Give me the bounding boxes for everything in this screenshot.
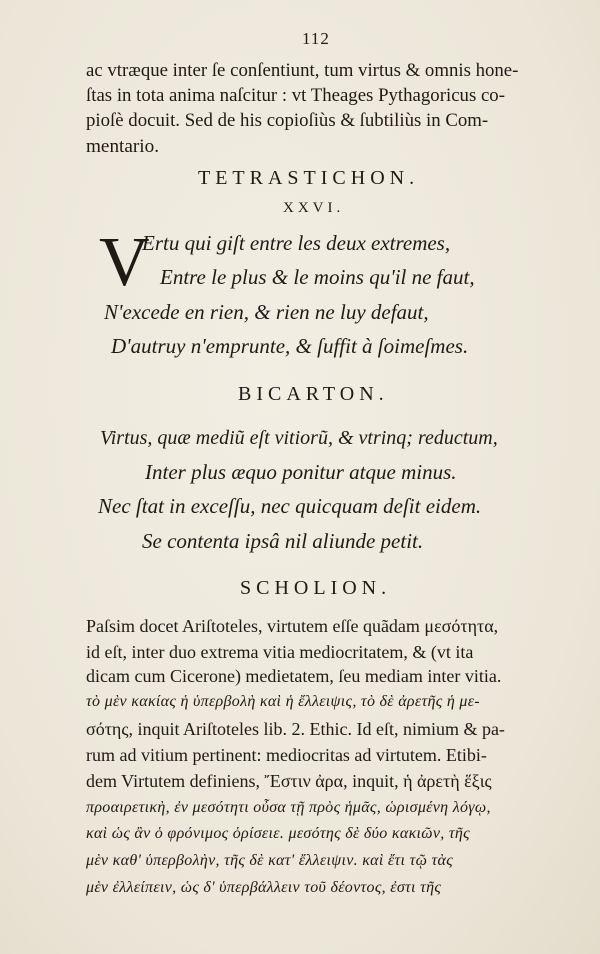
greek-line: προαιρετικὴ, ἐν μεσότητι οὖσα τῇ πρὸς ἡμᾶς, ὡρισμένη λόγῳ, <box>86 799 491 816</box>
greek-line: μὲν ἐλλείπειν, ὡς δ' ὑπερβάλλειν τοῦ δέοντος, ἐστι τῆς <box>86 879 442 896</box>
verse-line: Entre le plus & le moins qu'il ne faut, <box>160 265 475 289</box>
scholion-line: dem Virtutem definiens, Ἔστιν ἀρα, inquit, ἡ ἀρετὴ ἕξις <box>86 771 492 791</box>
verse-line: Ertu qui giſt entre les deux extremes, <box>142 231 451 255</box>
greek-line: καὶ ὡς ἂν ὁ φρόνιμος ὁρίσειε. μεσότης δὲ δύο κακιῶν, τῆς <box>86 825 470 842</box>
verse-line: D'autruy n'emprunte, & ſuffit à ſoimeſmes. <box>111 334 469 358</box>
bicarton-heading: BICARTON. <box>238 383 389 405</box>
verse-line: Nec ſtat in exceſſu, nec quicquam deſit eidem. <box>98 494 482 518</box>
intro-line: ac vtræque inter ſe conſentiunt, tum virtus & omnis hone- <box>86 60 519 81</box>
intro-line: ſtas in tota anima naſcitur : vt Theages Pythagoricus co- <box>86 85 505 106</box>
page-number: 112 <box>302 29 330 48</box>
verse-line: Inter plus æquo ponitur atque minus. <box>145 460 457 484</box>
intro-line: pioſè docuit. Sed de his copioſiùs & ſubtiliùs in Com- <box>86 110 489 131</box>
tetrastichon-heading: TETRASTICHON. <box>198 167 420 189</box>
greek-line: τὸ μὲν κακίας ἡ ὑπερβολὴ καὶ ἡ ἔλλειψις, τὸ δὲ ἀρετῆς ἡ με- <box>86 693 480 710</box>
verse-line: Virtus, quæ mediũ eſt vitiorũ, & vtrinq; reductum, <box>100 427 498 449</box>
drop-cap: V <box>99 224 150 301</box>
verse-line: N'excede en rien, & rien ne luy defaut, <box>104 300 429 324</box>
scholion-heading: SCHOLION. <box>240 577 392 599</box>
intro-line: mentario. <box>86 136 159 157</box>
scholion-line: dicam cum Cicerone) medietatem, ſeu mediam inter vitia. <box>86 666 502 686</box>
scholion-line: rum ad vitium pertinent: mediocritas ad virtutem. Etibi- <box>86 745 487 765</box>
scholion-line: σότης, inquit Ariſtoteles lib. 2. Ethic. Id eſt, nimium & pa- <box>86 719 505 739</box>
verse-line: Se contenta ipsâ nil aliunde petit. <box>142 529 424 553</box>
tetrastichon-number: XXVI. <box>283 200 345 216</box>
greek-line: μὲν καθ' ὑπερβολὴν, τῆς δὲ κατ' ἔλλειψιν. καὶ ἔτι τῷ τὰς <box>86 852 454 869</box>
scholion-line: Paſsim docet Ariſtoteles, virtutem eſſe quãdam μεσότητα, <box>86 616 499 636</box>
scholion-line: id eſt, inter duo extrema vitia mediocritatem, & (vt ita <box>86 642 474 662</box>
